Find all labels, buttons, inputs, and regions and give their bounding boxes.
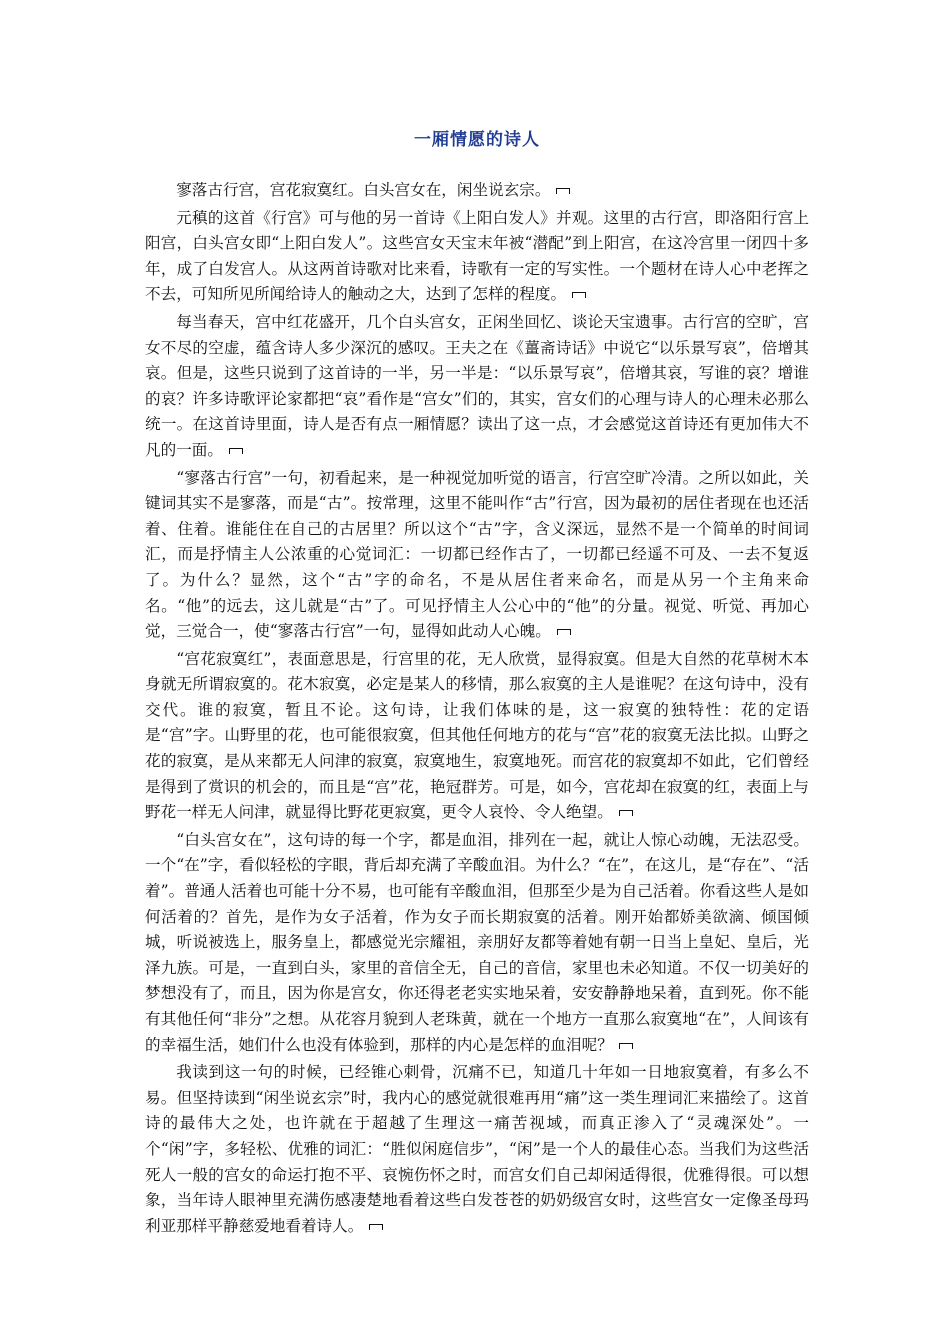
paragraph-text: 元稹的这首《行宫》可与他的另一首诗《上阳白发人》并观。这里的古行宫，即洛阳行宫上阳宫，白头宫女即“上阳白发人”。这些宫女天宝末年被“潜配”到上阳宫，在这冷宫里一闭四十多年，成了白发宫人。从这两首诗歌对比来看，诗歌有一定的写实性。一个题材在诗人心中老挥之不去，可知所见所闻给诗人的触动之大，达到了怎样的程度。 xyxy=(145,208,809,304)
paragraph-text: “寥落古行宫”一句，初看起来，是一种视觉加听觉的语言，行宫空旷冷清。之所以如此，关键词其实不是寥落，而是“古”。按常理，这里不能叫作“古”行宫，因为最初的居住者现在也还活着、住着。谁能住在自己的古居里？所以这个“古”字，含义深远，显然不是一个简单的时间词汇，而是抒情主人公浓重的心觉词汇：一切都已经作古了，一切都已经遥不可及、一去不复返了。为什么？显然，这个“古”字的命名，不是从居住者来命名，而是从另一个主角来命名。“他”的远去，这儿就是“古”了。可见抒情主人公心中的“他”的分量。视觉、听觉、再加心觉，三觉合一，使“寥落古行宫”一句，显得如此动人心魄。 xyxy=(145,468,809,641)
paragraph-3 xyxy=(145,310,809,464)
paragraph-mark-icon xyxy=(619,810,633,816)
paragraph-6 xyxy=(145,828,809,1058)
paragraph-5 xyxy=(145,647,809,826)
paragraph-mark-icon xyxy=(572,292,586,298)
paragraph-mark-icon xyxy=(557,629,571,635)
paragraph-2 xyxy=(145,206,809,308)
paragraph-1 xyxy=(145,178,809,204)
paragraph-text: “宫花寂寞红”，表面意思是，行宫里的花，无人欣赏，显得寂寞。但是大自然的花草树木本身就无所谓寂寞的。花木寂寞，必定是某人的移情，那么寂寞的主人是谁呢？在这句诗中，没有交代。谁的寂寞，暂且不论。这句诗，让我们体味的是，这一寂寞的独特性：花的定语是“宫”字。山野里的花，也可能很寂寞，但其他任何地方的花与“宫”花的寂寞无法比拟。山野之花的寂寞，是从来都无人问津的寂寞，寂寞地生，寂寞地死。而宫花的寂寞却不如此，它们曾经是得到了赏识的机会的，而且是“宫”花，艳冠群芳。可是，如今，宫花却在寂寞的红，表面上与野花一样无人问津，就显得比野花更寂寞，更令人哀怜、令人绝望。 xyxy=(145,649,809,822)
paragraph-text: 寥落古行宫，宫花寂寞红。白头宫女在，闲坐说玄宗。 xyxy=(176,181,551,199)
document-page xyxy=(145,120,809,1241)
paragraph-mark-icon xyxy=(229,448,243,454)
paragraph-4 xyxy=(145,466,809,645)
paragraph-text: 每当春天，宫中红花盛开，几个白头宫女，正闲坐回忆、谈论天宝遗事。古行宫的空旷，宫女不尽的空虚，蕴含诗人多少深沉的感叹。王夫之在《薑斋诗话》中说它“以乐景写哀”，倍增其哀。但是，这些只说到了这首诗的一半，另一半是：“以乐景写哀”，倍增其哀，写谁的哀？增谁的哀？许多诗歌评论家都把“哀”看作是“宫女”们的，其实，宫女们的心理与诗人的心理未必那么统一。在这首诗里面，诗人是否有点一厢情愿？读出了这一点，才会感觉这首诗还有更加伟大不凡的一面。 xyxy=(145,312,809,459)
paragraph-text: 我读到这一句的时候，已经锥心刺骨，沉痛不已，知道几十年如一日地寂寞着，有多么不易。但坚持读到“闲坐说玄宗”时，我内心的感觉就很难再用“痛”这一类生理词汇来描绘了。这首诗的最伟大之处，也许就在于超越了生理这一痛苦视域，而真正渗入了“灵魂深处”。一个“闲”字，多轻松、优雅的词汇：“胜似闲庭信步”，“闲”是一个人的最佳心态。当我们为这些活死人一般的宫女的命运打抱不平、哀惋伤怀之时，而宫女们自己却闲适得很，优雅得很。可以想象，当年诗人眼神里充满伤感凄楚地看着这些白发苍苍的奶奶级宫女时，这些宫女一定像圣母玛利亚那样平静慈爱地看着诗人。 xyxy=(145,1063,809,1235)
paragraph-mark-icon xyxy=(556,188,570,194)
paragraph-mark-icon xyxy=(369,1224,383,1230)
paragraph-7 xyxy=(145,1060,809,1239)
paragraph-mark-icon xyxy=(619,1043,633,1049)
paragraph-text: “白头宫女在”，这句诗的每一个字，都是血泪，排列在一起，就让人惊心动魄，无法忍受。一个“在”字，看似轻松的字眼，背后却充满了辛酸血泪。为什么？“在”，在这儿，是“存在”、“活着”。普通人活着也可能十分不易，也可能有辛酸血泪，但那至少是为自己活着。你看这些人是如何活着的？首先，是作为女子活着，作为女子而长期寂寞的活着。刚开始都娇美欲滴、倾国倾城，听说被选上，服务皇上，都感觉光宗耀祖，亲朋好友都等着她有朝一日当上皇妃、皇后，光泽九族。可是，一直到白头，家里的音信全无，自己的音信，家里也未必知道。不仅一切美好的梦想没有了，而且，因为你是宫女，你还得老老实实地呆着，安安静静地呆着，直到死。你不能有其他任何“非分”之想。从花容月貌到人老珠黄，就在一个地方一直那么寂寞地“在”，人间该有的幸福生活，她们什么也没有体验到，那样的内心是怎样的血泪呢？ xyxy=(145,830,809,1054)
document-title: 一厢情愿的诗人 xyxy=(414,130,540,150)
